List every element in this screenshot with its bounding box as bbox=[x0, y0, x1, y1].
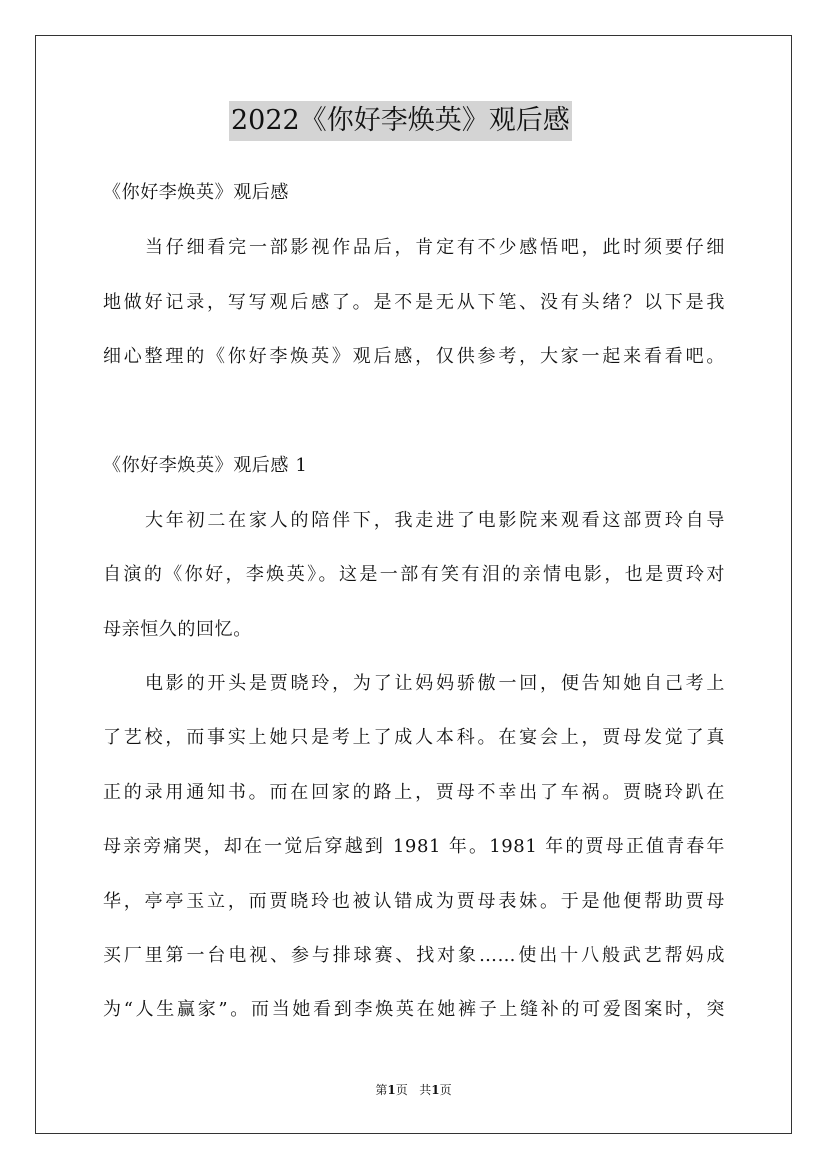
paragraph-line: 买厂里第一台电视、参与排球赛、找对象……使出十八般武艺帮妈成 bbox=[103, 945, 725, 966]
paragraph-line: 华，亭亭玉立，而贾晓玲也被认错成为贾母表妹。于是他便帮助贾母 bbox=[103, 891, 725, 912]
paragraph-line: 正的录用通知书。而在回家的路上，贾母不幸出了车祸。贾晓玲趴在 bbox=[103, 782, 725, 803]
document-title: 2022《你好李焕英》观后感 bbox=[229, 101, 572, 141]
total-prefix: 共 bbox=[419, 1083, 432, 1097]
page-prefix: 第 bbox=[375, 1083, 388, 1097]
paragraph-line: 母亲恒久的回忆。 bbox=[103, 619, 252, 640]
page-number: 1 bbox=[387, 1083, 396, 1097]
paragraph-line: 大年初二在家人的陪伴下，我走进了电影院来观看这部贾玲自导 bbox=[145, 510, 725, 531]
total-unit: 页 bbox=[439, 1083, 452, 1097]
document-subtitle: 《你好李焕英》观后感 bbox=[103, 182, 289, 203]
section-heading: 《你好李焕英》观后感 1 bbox=[103, 455, 308, 476]
paragraph-line: 自演的《你好，李焕英》。这是一部有笑有泪的亲情电影，也是贾玲对 bbox=[103, 564, 725, 585]
intro-line: 地做好记录，写写观后感了。是不是无从下笔、没有头绪？以下是我 bbox=[103, 292, 725, 313]
paragraph-line: 为“人生赢家”。而当她看到李焕英在她裤子上缝补的可爱图案时，突 bbox=[103, 999, 725, 1020]
total-pages: 1 bbox=[431, 1083, 440, 1097]
paragraph-line: 了艺校，而事实上她只是考上了成人本科。在宴会上，贾母发觉了真 bbox=[103, 727, 725, 748]
paragraph-line: 母亲旁痛哭，却在一觉后穿越到 1981 年。1981 年的贾母正值青春年 bbox=[103, 836, 725, 857]
page-footer bbox=[0, 1082, 827, 1098]
intro-line: 当仔细看完一部影视作品后，肯定有不少感悟吧，此时须要仔细 bbox=[145, 237, 725, 258]
page-unit: 页 bbox=[395, 1083, 408, 1097]
intro-line: 细心整理的《你好李焕英》观后感，仅供参考，大家一起来看看吧。 bbox=[103, 346, 725, 367]
paragraph-line: 电影的开头是贾晓玲，为了让妈妈骄傲一回，便告知她自己考上 bbox=[145, 673, 725, 694]
